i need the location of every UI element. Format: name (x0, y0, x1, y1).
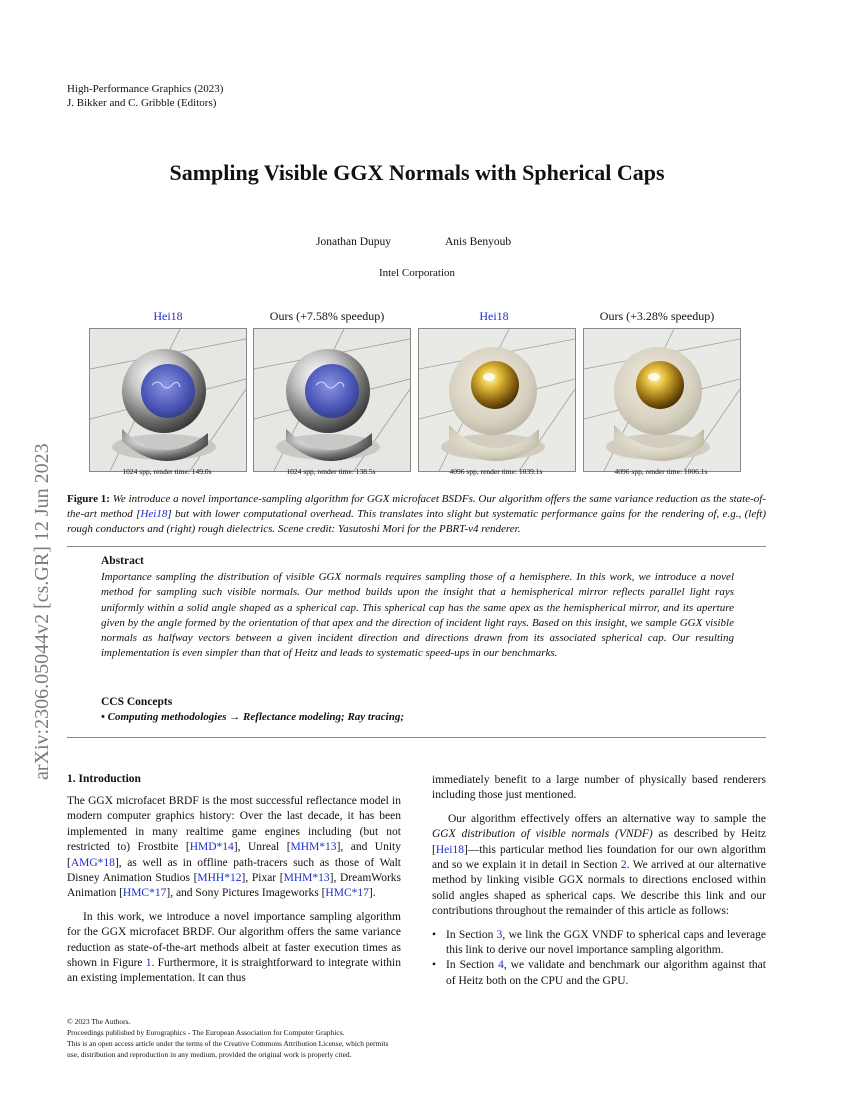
render-caption: 1024 spp, render time: 138.5s (286, 467, 376, 476)
divider (67, 737, 766, 738)
paragraph: In this work, we introduce a novel importance sampling algorithm for the GGX microfacet BRDF. Our algorithm offers the same variance reduction as state-of-the-art methods albeit at faster execution times as shown in Figure 1. Furthermore, it is straightforward to integrate within an existing implementation. It can thus (67, 910, 401, 985)
arxiv-stamp: arXiv:2306.05044v2 [cs.GR] 12 Jun 2023 (31, 443, 53, 780)
figure-label: Figure 1: (67, 493, 110, 505)
affiliation: Intel Corporation (378, 267, 456, 279)
author-name: Jonathan Dupuy (316, 236, 392, 248)
citation-link[interactable]: MHH*12 (197, 872, 242, 885)
contribution-list (432, 928, 766, 990)
list-item: • In Section 3, we link the GGX VNDF to spherical caps and leverage this link to derive our novel importance sampling algorithm. (432, 928, 766, 957)
citation-link[interactable]: Hei18 (435, 843, 464, 856)
abstract-body: Importance sampling the distribution of visible GGX normals requires sampling those of a hemisphere. In this work, we introduce a novel method for sampling such visible normals. Our method builds upon the insight that a hemispherical mirror reflects parallel light rays uniformly within a solid angle shaped as a spherical cap. This spherical cap has the same apex as the hemispherical mirror, and its aperture given by the angle formed by the orientation of that apex and the direction of incident light rays. Based on this insight, we sample GGX visible normals as halfway vectors between a given incident direction and directions drawn from its associated spherical cap. Our resulting implementation is even simpler than that of Heitz and leads to systematic speed-ups in our benchmarks. (101, 571, 734, 660)
paper-title: Sampling Visible GGX Normals with Spherical Caps (169, 160, 665, 185)
ccs-body: • Computing methodologies → Reflectance modeling; Ray tracing; (101, 711, 404, 723)
figure-caption: Figure 1: We introduce a novel importance-sampling algorithm for GGX microfacet BSDFs. Our algorithm offers the same variance reduction as the state-of-the-art method [Hei18] but with lower computational overhead. This translates into slight but systematic performance gains for the rendering of, e.g., (left) rough conductors and (right) rough dielectrics. Scene credit: Yasutoshi Mori for the PBRT-v4 renderer. (67, 493, 767, 535)
paragraph: Our algorithm effectively offers an alternative way to sample the GGX distribution of visible normals (VNDF) as described by Heitz [Hei18]—this particular method lies foundation for our own algorithm and so we explain it in detail in Section 2. We arrived at our alternative method by linking visible GGX normals to directions enclosed within solid angles shaped as spherical caps. We describe this link and our contributions throughout the remainder of this article as follows: (432, 812, 767, 918)
license-line: This is an open access article under the terms of the Creative Commons Attribution License, which permits use, distribution and reproduction in any medium, provided the original work is properly cited. (67, 1039, 389, 1059)
citation-link[interactable]: Hei18 (140, 508, 168, 520)
citation-link[interactable]: Hei18 (479, 309, 509, 323)
divider (67, 546, 766, 547)
ccs-heading: CCS Concepts (101, 696, 173, 708)
publisher-line: Proceedings published by Eurographics - The European Association for Computer Graphics. (67, 1028, 345, 1037)
citation-link[interactable]: HMD*14 (189, 841, 234, 854)
citation-link[interactable]: MHM*13 (290, 841, 337, 854)
figure-panel-label: Ours (+7.58% speedup) (269, 309, 385, 323)
paragraph: immediately benefit to a large number of physically based renderers including those just mentioned. (432, 774, 766, 802)
citation-link[interactable]: 4 (498, 959, 504, 972)
list-item: • In Section 4, we validate and benchmark our algorithm against that of Heitz both on the CPU and the GPU. (432, 959, 766, 987)
render-dielectric-ours (583, 328, 741, 472)
right-column (432, 773, 766, 989)
citation-link[interactable]: 2 (620, 859, 627, 872)
left-column (67, 794, 401, 995)
citation-link[interactable]: 1 (145, 957, 152, 970)
render-conductor-ours (253, 328, 411, 472)
copyright-footer (67, 1016, 401, 1060)
citation-link[interactable]: HMC*17 (325, 887, 369, 900)
author-name: Anis Benyoub (445, 236, 512, 248)
citation-link[interactable]: 3 (496, 928, 503, 941)
render-caption: 4096 spp, render time: 1006.1s (614, 467, 708, 476)
render-caption: 4096 spp, render time: 1039.1s (449, 467, 543, 476)
citation-link[interactable]: HMC*17 (122, 887, 167, 900)
editors-line: J. Bikker and C. Gribble (Editors) (67, 97, 217, 109)
render-conductor-heitz (89, 328, 247, 472)
paragraph: The GGX microfacet BRDF is the most successful reflectance model in modern computer graphics history: Over the last decade, it has been implemented in many realtime game engines including (but not restricted to) Frostbite [HMD*14], Unreal [MHM*13], and Unity [AMG*18], as well as in offline path-tracers such as those of Walt Disney Animation Studios [MHH*12], Pixar [MHM*13], DreamWorks Animation [HMC*17], and Sony Pictures Imageworks [HMC*17]. (67, 795, 401, 900)
abstract-heading: Abstract (101, 555, 144, 567)
figure-panel-label: Ours (+3.28% speedup) (599, 309, 715, 323)
venue-line: High-Performance Graphics (2023) (67, 83, 224, 95)
citation-link[interactable]: MHM*13 (283, 872, 330, 885)
citation-link[interactable]: Hei18 (153, 309, 183, 323)
render-dielectric-heitz (418, 328, 576, 472)
render-caption: 1024 spp, render time: 149.0s (122, 467, 212, 476)
section-heading: 1. Introduction (67, 773, 141, 785)
figure-panel-label (86, 309, 250, 324)
figure-panel-label (412, 309, 576, 324)
citation-link[interactable]: AMG*18 (70, 856, 115, 869)
copyright-line: © 2023 The Authors. (67, 1017, 131, 1026)
